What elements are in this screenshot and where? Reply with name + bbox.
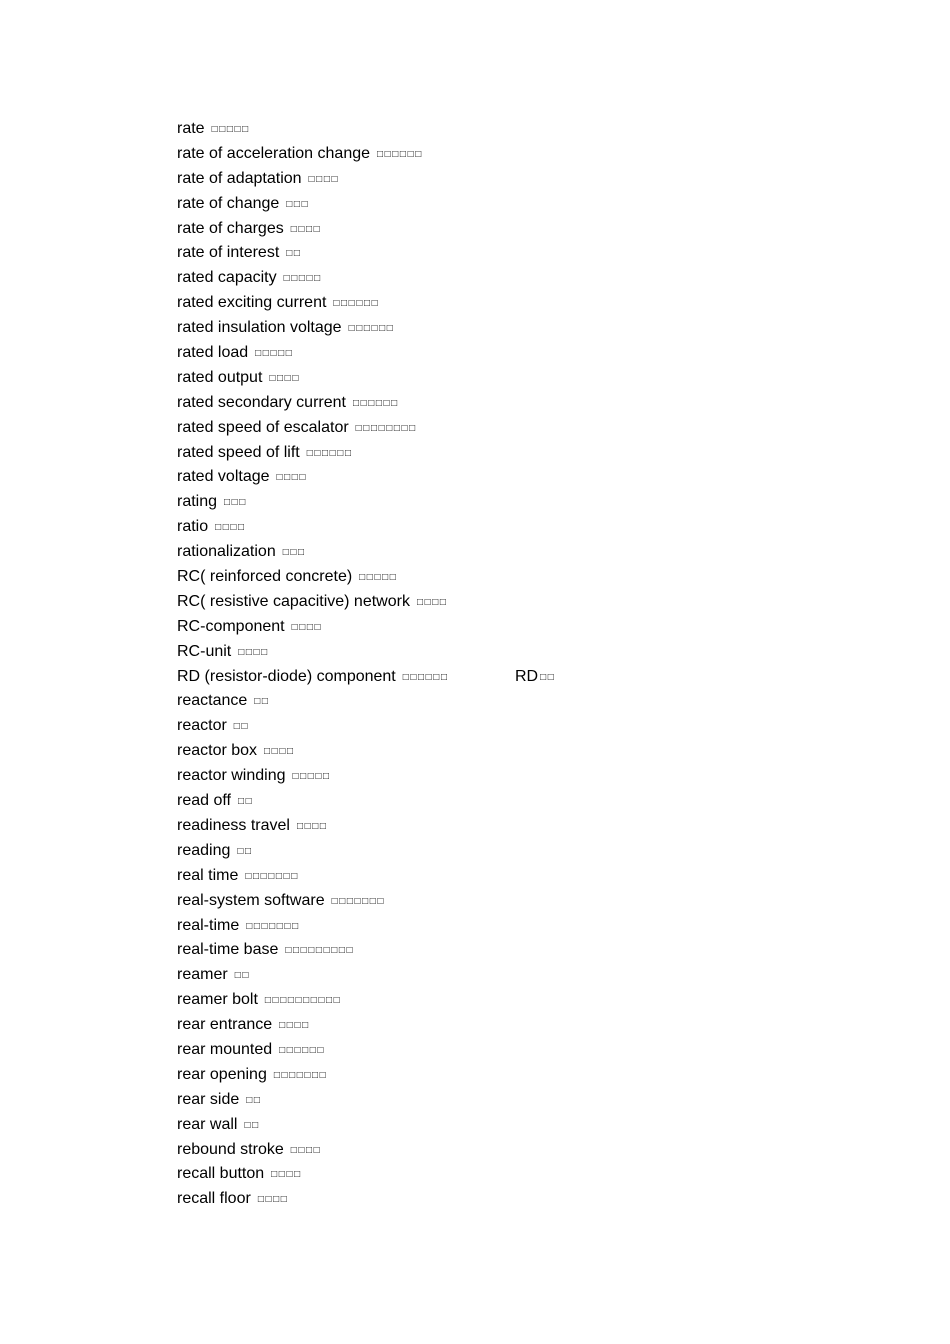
glossary-entry <box>177 1013 449 1038</box>
entry-translation: □□□□ <box>296 820 328 832</box>
glossary-entry <box>177 1088 449 1113</box>
entry-term: rated secondary current <box>177 393 346 411</box>
glossary-entry <box>177 490 449 515</box>
entry-term: rear wall <box>177 1115 238 1133</box>
glossary-list <box>177 117 556 1212</box>
entry-term: reactance <box>177 692 248 710</box>
entry-term: rated voltage <box>177 468 270 486</box>
entry-translation: □□□□ <box>271 1169 302 1181</box>
entry-translation: □□□□□□□□□□ <box>264 995 342 1007</box>
glossary-entry <box>177 1113 449 1138</box>
glossary-entry <box>177 565 449 590</box>
entry-translation: □□□□□ <box>255 348 294 360</box>
entry-translation: □□□□□ <box>283 273 322 285</box>
entry-term: reactor winding <box>177 767 286 785</box>
entry-term: rate of interest <box>177 244 280 262</box>
glossary-entry <box>177 366 449 391</box>
entry-term: rear mounted <box>177 1040 273 1058</box>
glossary-entry <box>177 789 449 814</box>
glossary-entry <box>177 391 449 416</box>
entry-translation: □□□□ <box>276 472 308 484</box>
entry-term: rate of acceleration change <box>177 144 371 162</box>
glossary-entry <box>177 714 449 739</box>
entry-term: rated insulation voltage <box>177 319 342 337</box>
entry-translation: □□□□□□ <box>402 671 449 683</box>
entry-term: reading <box>177 841 231 859</box>
entry-translation: □□□□□□ <box>348 323 395 335</box>
entry-translation: □□□□ <box>264 746 295 758</box>
glossary-entry <box>177 465 449 490</box>
entry-term: RC-unit <box>177 642 232 660</box>
entry-term: reamer <box>177 966 228 984</box>
entry-term: real time <box>177 866 239 884</box>
entry-side-note <box>515 665 555 691</box>
entry-translation: □□□□ <box>290 1144 322 1156</box>
entry-term: recall floor <box>177 1190 251 1208</box>
entry-term: rear opening <box>177 1065 267 1083</box>
entry-term: rating <box>177 493 218 511</box>
entry-translation: □□□□ <box>279 1020 310 1032</box>
entry-translation: □□□□□□□ <box>245 870 299 882</box>
entry-translation: □□□□ <box>238 646 269 658</box>
entry-term: rated load <box>177 344 249 362</box>
side-note-translation: □□ <box>540 671 556 683</box>
entry-term: rationalization <box>177 543 276 561</box>
glossary-entry <box>177 291 449 316</box>
entry-term: recall button <box>177 1165 265 1183</box>
entry-translation: □□□□□□ <box>377 148 423 160</box>
entry-term: rate <box>177 120 205 137</box>
entry-term: rated exciting current <box>177 294 327 312</box>
entry-term: rear side <box>177 1090 240 1108</box>
entry-translation: □□ <box>237 845 253 857</box>
entry-translation: □□□ <box>224 497 247 509</box>
entry-term: rate of change <box>177 194 280 212</box>
glossary-entry <box>177 590 449 615</box>
glossary-entry <box>177 117 449 142</box>
glossary-entry <box>177 441 449 466</box>
entry-translation: □□□□□ <box>211 124 250 135</box>
entry-term: rated output <box>177 368 263 386</box>
glossary-entry <box>177 341 449 366</box>
glossary-entry <box>177 142 449 167</box>
entry-term: RC( resistive capacitive) network <box>177 592 410 610</box>
glossary-entry <box>177 665 556 690</box>
entry-translation: □□□□□□□ <box>331 895 386 907</box>
entry-translation: □□ <box>246 1094 262 1106</box>
glossary-entry <box>177 192 449 217</box>
entry-translation: □□□□□□ <box>352 397 399 409</box>
glossary-entry <box>177 988 449 1013</box>
entry-term: readiness travel <box>177 816 290 834</box>
entry-term: reactor box <box>177 742 258 760</box>
entry-translation: □□□□ <box>308 173 340 185</box>
entry-term: rear entrance <box>177 1016 273 1034</box>
entry-term: real-time base <box>177 941 279 959</box>
entry-term: RC-component <box>177 617 285 635</box>
entry-translation: □□□□ <box>215 522 246 534</box>
entry-translation: □□□□ <box>290 223 322 235</box>
entry-term: RC( reinforced concrete) <box>177 568 353 586</box>
entry-translation: □□ <box>244 1119 260 1131</box>
entry-translation: □□□□□□□□ <box>355 422 417 434</box>
entry-translation: □□□ <box>286 198 310 210</box>
glossary-entry <box>177 266 449 291</box>
entry-translation: □□ <box>286 248 302 260</box>
glossary-entry <box>177 640 449 665</box>
entry-term: read off <box>177 792 231 810</box>
entry-translation: □□□□□□□ <box>246 920 300 932</box>
glossary-entry <box>177 540 449 565</box>
entry-translation: □□ <box>254 696 270 708</box>
glossary-entry <box>177 167 449 192</box>
glossary-entry <box>177 1162 449 1187</box>
entry-translation: □□□□□□□ <box>273 1069 328 1081</box>
glossary-entry <box>177 814 449 839</box>
entry-translation: □□□□ <box>257 1194 289 1206</box>
entry-translation: □□□□□□ <box>333 298 380 310</box>
glossary-entry <box>177 1187 449 1212</box>
entry-term: reamer bolt <box>177 991 258 1009</box>
entry-translation: □□□□ <box>269 372 300 384</box>
glossary-entry <box>177 1038 449 1063</box>
entry-translation: □□□□□□ <box>279 1044 326 1056</box>
glossary-entry <box>177 963 449 988</box>
entry-term: rated speed of escalator <box>177 418 349 436</box>
entry-term: ratio <box>177 518 209 536</box>
entry-term: rated speed of lift <box>177 443 300 461</box>
entry-translation: □□□□□ <box>292 771 331 783</box>
entry-translation: □□□□ <box>291 621 323 633</box>
entry-translation: □□□□ <box>416 596 448 608</box>
glossary-entry <box>177 217 449 242</box>
glossary-entry <box>177 416 449 441</box>
entry-translation: □□ <box>233 721 250 733</box>
entry-term: rebound stroke <box>177 1140 284 1158</box>
entry-term: rate of charges <box>177 219 284 237</box>
glossary-entry <box>177 1138 449 1163</box>
glossary-entry <box>177 316 449 341</box>
entry-term: rate of adaptation <box>177 169 302 187</box>
glossary-entry <box>177 889 449 914</box>
glossary-entry <box>177 689 449 714</box>
glossary-entry <box>177 938 449 963</box>
entry-translation: □□□□□□□□□ <box>285 945 355 957</box>
entry-translation: □□□□□□ <box>306 447 353 459</box>
glossary-entry <box>177 1063 449 1088</box>
entry-translation: □□ <box>237 796 254 808</box>
glossary-entry <box>177 764 449 789</box>
entry-term: reactor <box>177 717 227 735</box>
entry-term: real-system software <box>177 891 325 909</box>
entry-term: rated capacity <box>177 269 277 287</box>
glossary-entry <box>177 839 449 864</box>
side-note-term: RD <box>515 667 539 685</box>
entry-translation: □□□□□ <box>359 572 398 584</box>
glossary-entry <box>177 615 449 640</box>
entry-translation: □□ <box>234 970 250 982</box>
glossary-entry <box>177 864 449 889</box>
entry-term: RD (resistor-diode) component <box>177 667 396 685</box>
glossary-entry <box>177 739 449 764</box>
glossary-entry <box>177 515 449 540</box>
entry-translation: □□□ <box>282 547 306 559</box>
glossary-entry <box>177 241 449 266</box>
glossary-entry <box>177 914 449 939</box>
entry-term: real-time <box>177 916 240 934</box>
